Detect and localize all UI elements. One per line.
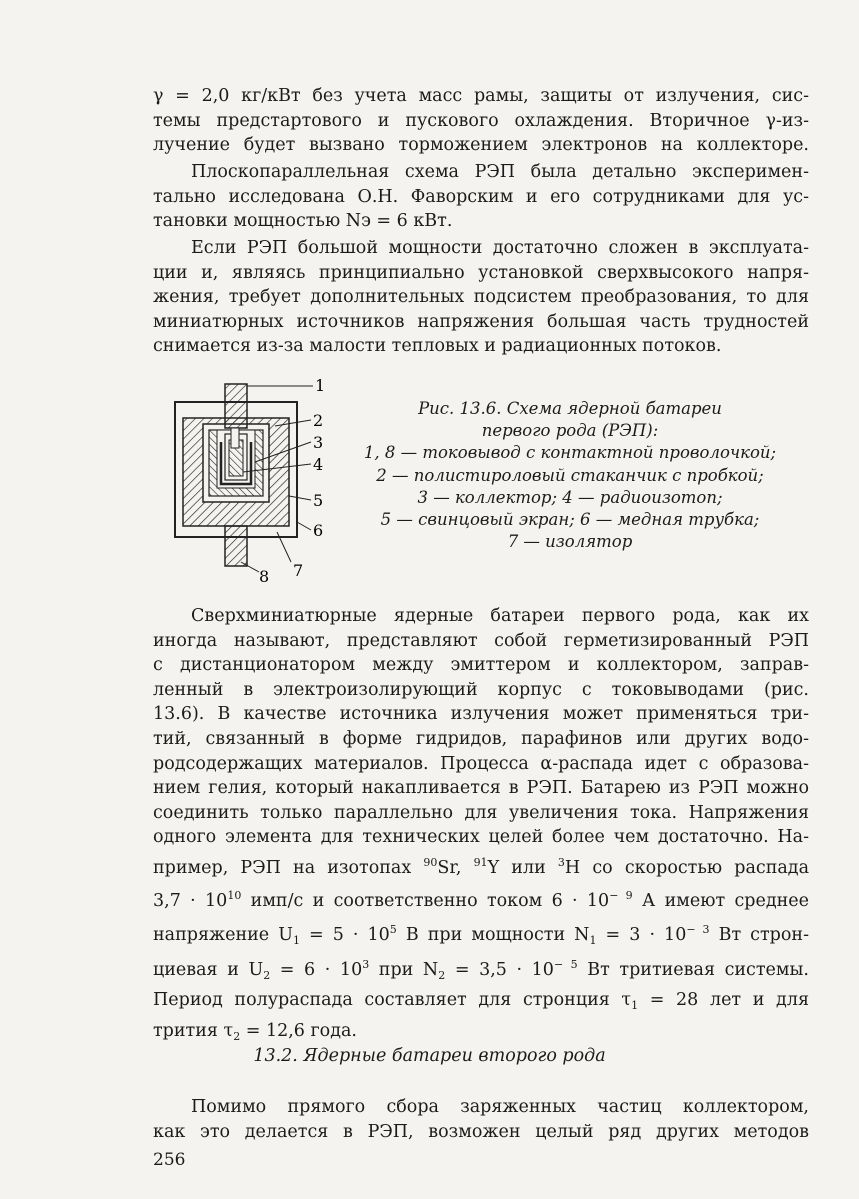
paragraph-1 bbox=[153, 84, 809, 158]
text-line: как это делается в РЭП, возможен целый ряд других методов bbox=[153, 1121, 809, 1142]
paragraph-3 bbox=[153, 236, 809, 359]
text-line: лучение будет вызвано торможением электронов на коллекторе. bbox=[153, 135, 809, 156]
text-line-rate: $3,7 \cdot 10^{10}$ имп/с и соответственно током $6 \cdot 10^{- 9}$ А имеют среднее bbox=[153, 888, 809, 911]
text-line-halflife: Период полураспада составляет для стронция $\tau_1 = 28$ лет и для bbox=[153, 990, 809, 1013]
text-line: миниатюрных источников напряжения большая часть трудностей bbox=[153, 311, 809, 332]
section-heading: 13.2. Ядерные батареи второго рода bbox=[253, 1046, 606, 1066]
text-line: тий, связанный в форме гидридов, парафинов или других водо- bbox=[153, 728, 809, 749]
label-1: 1 bbox=[315, 376, 326, 395]
caption-line: Рис. 13.6. Схема ядерной батареи bbox=[418, 399, 722, 418]
caption-line: 2 — полистироловый стаканчик с пробкой; bbox=[376, 465, 764, 485]
text-line-isotopes: пример, РЭП на изотопах $^{90}$Sr, $^{91}$Y или $^3$H со скоростью распада bbox=[153, 855, 810, 878]
text-line: Помимо прямого сбора заряженных частиц коллектором, bbox=[191, 1097, 809, 1117]
text-line: родсодержащих материалов. Процесса α-распада идет с образова- bbox=[153, 753, 809, 774]
text-line-tritium: трития $\tau_2 = 12,6$ года. bbox=[153, 1020, 357, 1043]
paragraph-4 bbox=[153, 604, 809, 1044]
paragraph-5 bbox=[153, 1095, 809, 1144]
text-line: одного элемента для технических целей более чем достаточно. На- bbox=[153, 827, 809, 848]
label-4: 4 bbox=[313, 455, 324, 474]
text-line: соединить только параллельно для увеличения тока. Напряжения bbox=[153, 802, 809, 823]
text-line: снимается из-за малости тепловых и радиационных потоков. bbox=[153, 336, 722, 357]
text-line: иногда называют, представляют собой герметизированный РЭП bbox=[153, 630, 809, 651]
label-6: 6 bbox=[313, 521, 324, 540]
battery-schematic bbox=[165, 372, 335, 587]
text-line: тановки мощностью Nэ = 6 кВт. bbox=[153, 211, 453, 232]
figure-caption bbox=[340, 398, 800, 553]
page-number: 256 bbox=[153, 1150, 186, 1170]
label-8: 8 bbox=[259, 567, 270, 586]
text-line: γ = 2,0 кг/кВт без учета масс рамы, защиты от излучения, сис- bbox=[153, 86, 809, 106]
text-line: нием гелия, который накапливается в РЭП. Батарею из РЭП можно bbox=[153, 778, 809, 799]
text-line: жения, требует дополнительных подсистем преобразования, то для bbox=[153, 287, 809, 308]
text-line: темы предстартового и пускового охлаждения. Вторичное γ-из- bbox=[153, 110, 809, 131]
text-line: 13.6). В качестве источника излучения может применяться три- bbox=[153, 704, 809, 725]
caption-line: 5 — свинцовый экран; 6 — медная трубка; bbox=[380, 510, 760, 530]
text-line: Сверхминиатюрные ядерные батареи первого рода, как их bbox=[191, 606, 809, 626]
text-line: с дистанционатором между эмиттером и коллектором, заправ- bbox=[153, 655, 809, 676]
caption-line: 3 — коллектор; 4 — радиоизотоп; bbox=[417, 487, 723, 507]
label-5: 5 bbox=[313, 491, 324, 510]
caption-line: 7 — изолятор bbox=[507, 532, 633, 552]
label-2: 2 bbox=[313, 411, 324, 430]
text-line: ции и, являясь принципиально установкой сверхвысокого напря- bbox=[153, 262, 809, 283]
label-3: 3 bbox=[313, 433, 324, 452]
text-line: Плоскопараллельная схема РЭП была детально эксперимен- bbox=[191, 162, 809, 182]
label-7: 7 bbox=[293, 561, 304, 580]
caption-line: 1, 8 — токовывод с контактной проволочкой; bbox=[363, 443, 777, 463]
caption-line: первого рода (РЭП): bbox=[481, 421, 659, 441]
text-line: Если РЭП большой мощности достаточно сложен в эксплуата- bbox=[191, 238, 809, 258]
text-line: ленный в электроизолирующий корпус с токовыводами (рис. bbox=[153, 679, 809, 700]
text-line: тально исследована О.Н. Фаворским и его сотрудниками для ус- bbox=[153, 186, 809, 207]
figure-13-6 bbox=[165, 372, 825, 587]
text-line-power: циевая и $U_2 = 6 \cdot 10^3$ при $N_2 = 3,5 \cdot 10^{- 5}$ Вт тритиевая системы. bbox=[153, 957, 809, 982]
paragraph-2 bbox=[153, 160, 809, 234]
text-line-voltage: напряжение $U_1 = 5 \cdot 10^5$ В при мощности $N_1 = 3 \cdot 10^{- 3}$ Вт строн- bbox=[153, 923, 809, 948]
